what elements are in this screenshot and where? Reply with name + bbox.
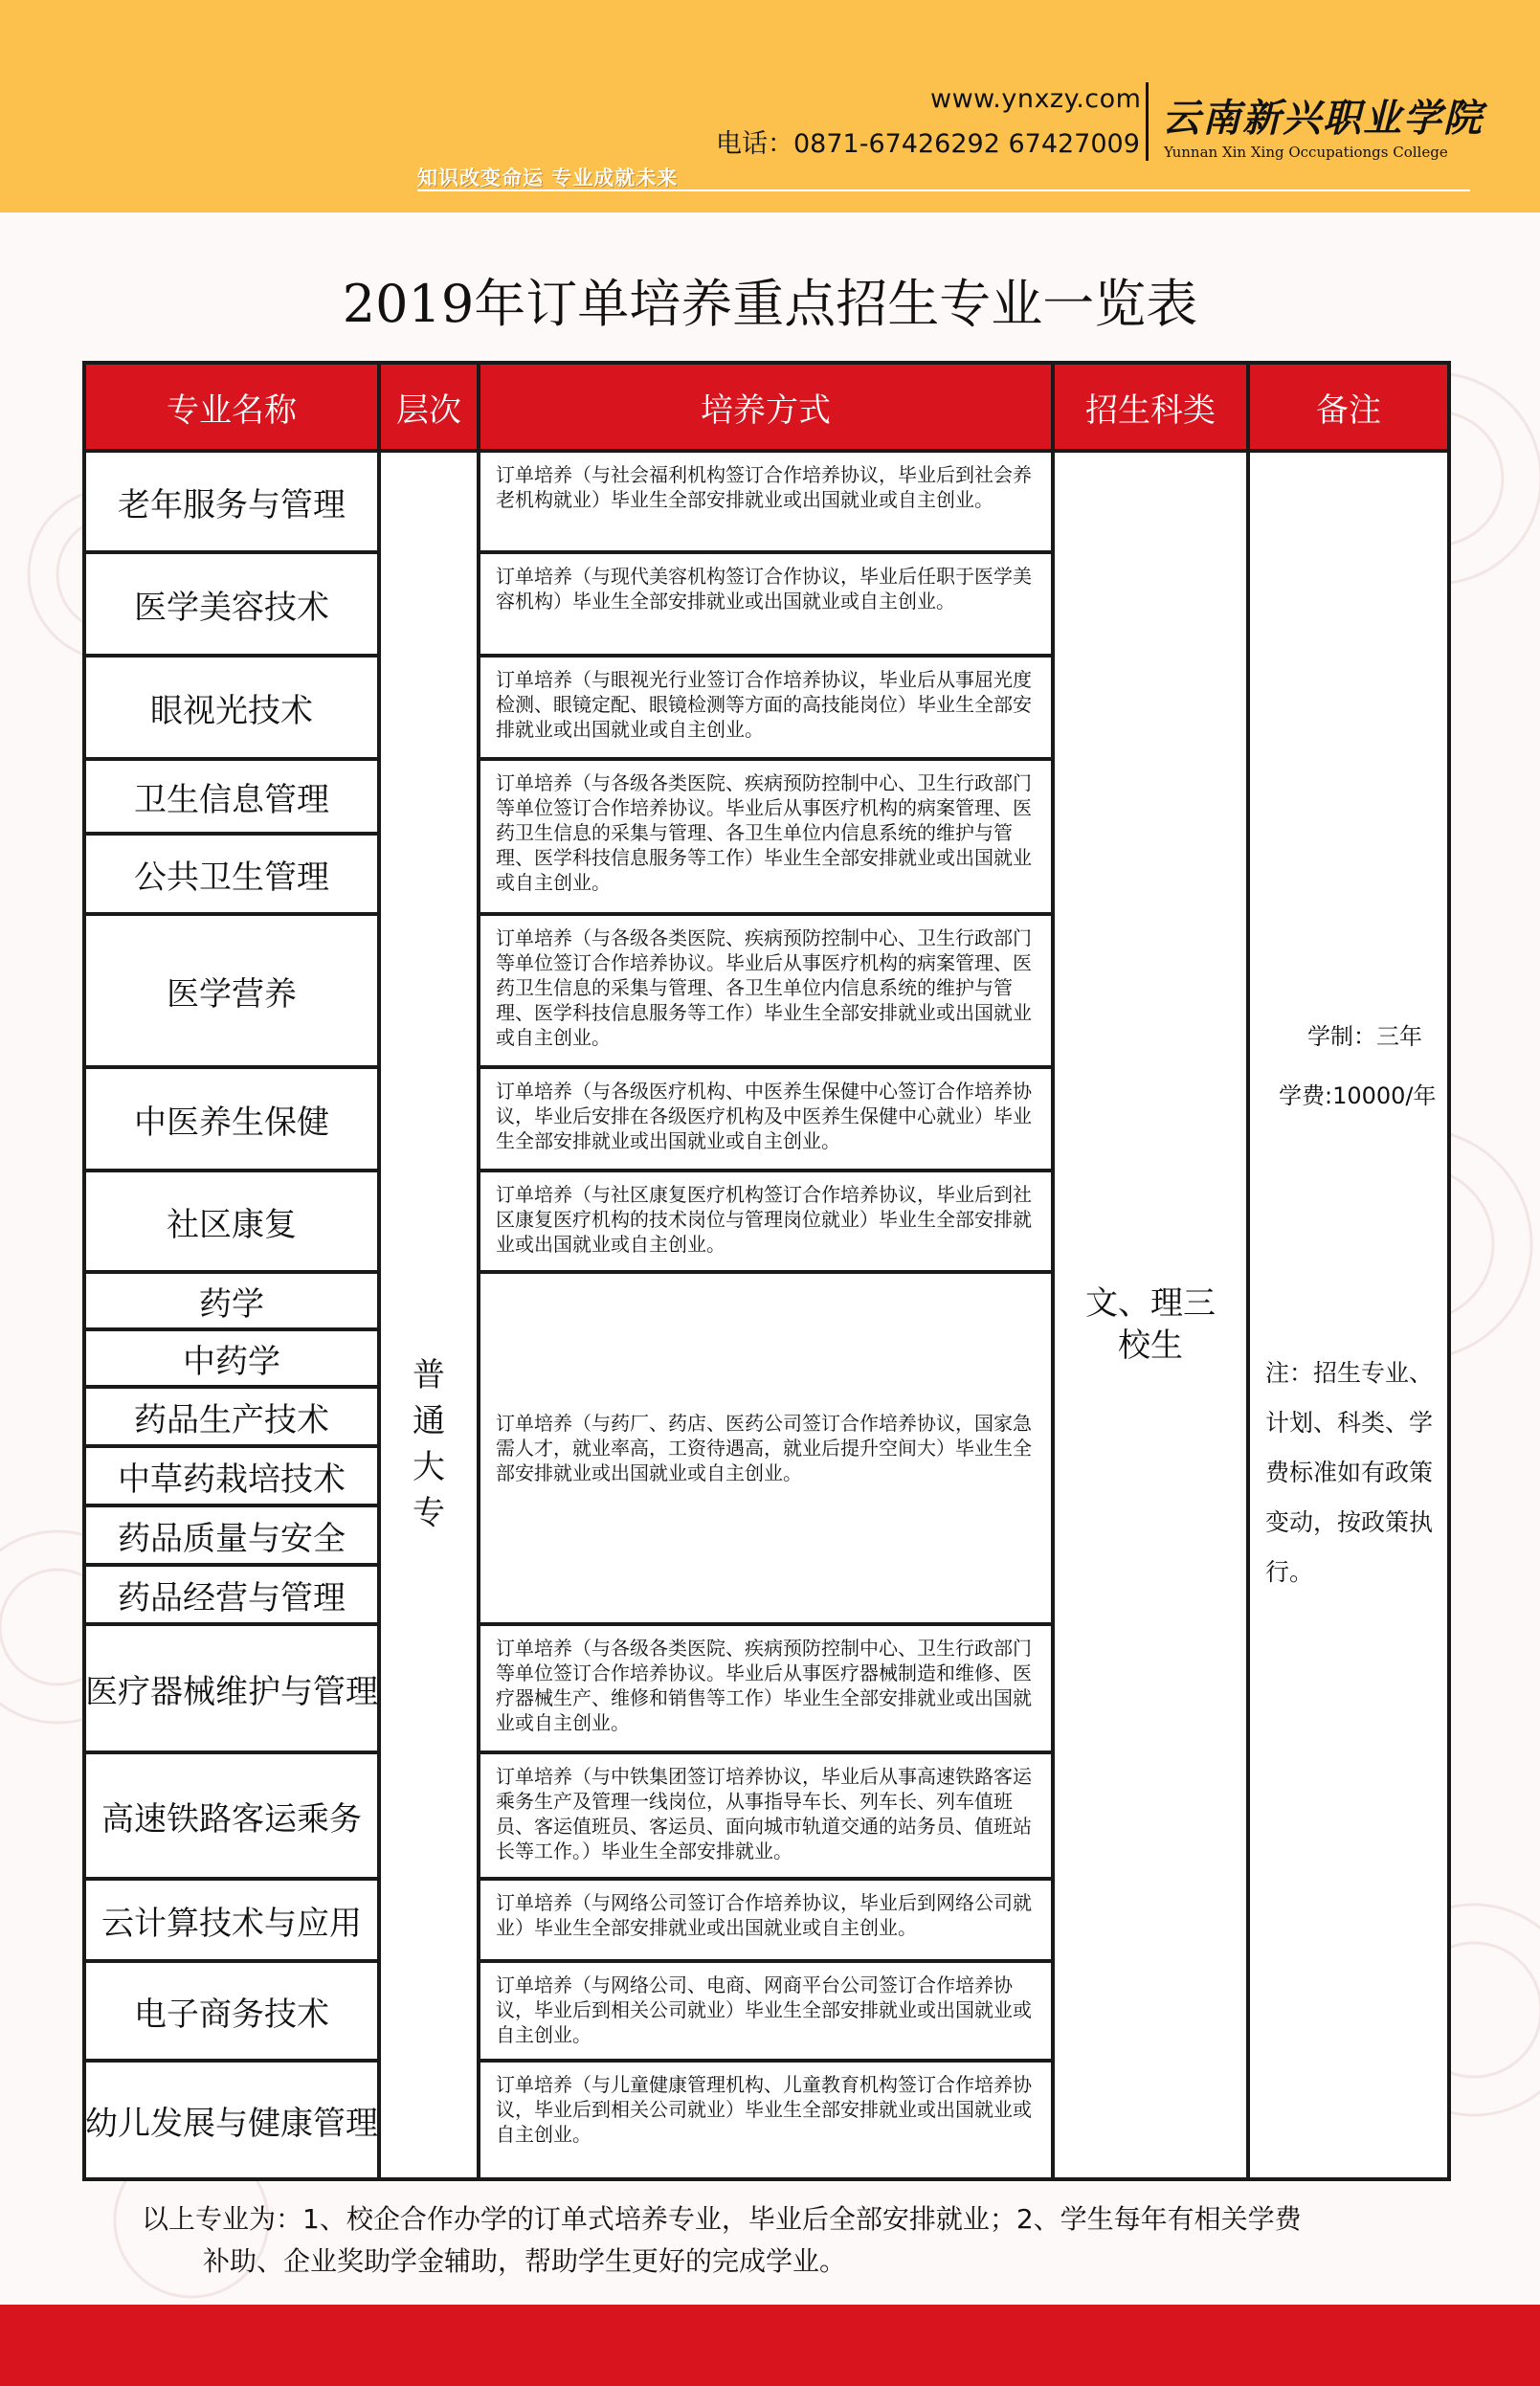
website-link[interactable]: www.ynxzy.com bbox=[930, 84, 1142, 114]
remarks-duration: 学制：三年 bbox=[1307, 1023, 1422, 1050]
major-name: 电子商务技术 bbox=[86, 1963, 377, 2059]
remarks-fee: 学费:10000/年 bbox=[1279, 1082, 1437, 1109]
level-cell bbox=[381, 453, 477, 2177]
major-name: 药品生产技术 bbox=[86, 1389, 377, 1444]
major-name: 中医养生保健 bbox=[86, 1069, 377, 1169]
training-method bbox=[480, 761, 1051, 912]
training-method: 订单培养（与网络公司、电商、网商平台公司签订合作培养协议，毕业后到相关公司就业）毕业生全部安排就业或出国就业或自主创业。 bbox=[480, 1963, 1051, 2059]
majors-table bbox=[82, 361, 1451, 2181]
major-name: 社区康复 bbox=[86, 1172, 377, 1270]
header-level: 层次 bbox=[381, 365, 477, 449]
training-method: 订单培养（与儿童健康管理机构、儿童教育机构签订合作培养协议，毕业后到相关公司就业）毕业生全部安排就业或出国就业或自主创业。 bbox=[480, 2063, 1051, 2177]
major-name: 医学美容技术 bbox=[86, 554, 377, 654]
training-method: 订单培养（与现代美容机构签订合作协议，毕业后任职于医学美容机构）毕业生全部安排就业或出国就业或自主创业。 bbox=[480, 554, 1051, 654]
major-name: 眼视光技术 bbox=[86, 658, 377, 757]
training-method: 订单培养（与社会福利机构签订合作培养协议，毕业后到社会养老机构就业）毕业生全部安排就业或出国就业或自主创业。 bbox=[480, 453, 1051, 550]
footer-note-line2: 补助、企业奖助学金辅助，帮助学生更好的完成学业。 bbox=[203, 2245, 847, 2277]
header-method: 培养方式 bbox=[480, 365, 1051, 449]
major-name: 中草药栽培技术 bbox=[86, 1448, 377, 1504]
major-name: 药品质量与安全 bbox=[86, 1507, 377, 1563]
major-name: 公共卫生管理 bbox=[86, 836, 377, 912]
major-name: 高速铁路客运乘务 bbox=[86, 1754, 377, 1877]
major-name: 中药学 bbox=[86, 1331, 377, 1385]
training-method: 订单培养（与各级各类医院、疾病预防控制中心、卫生行政部门等单位签订合作培养协议。毕业后从事医疗机构的病案管理、医药卫生信息的采集与管理、各卫生单位内信息系统的维护与管理、医学科技信息服务等工作）毕业生全部安排就业或出国就业或自主创业。 bbox=[480, 916, 1051, 1065]
slogan: 知识改变命运 专业成就未来 bbox=[417, 167, 679, 190]
college-logo-en: Yunnan Xin Xing Occupationgs College bbox=[1164, 144, 1448, 161]
category-cell bbox=[1055, 453, 1246, 2177]
training-method-text: 订单培养（与各级各类医院、疾病预防控制中心、卫生行政部门等单位签订合作培养协议。毕业后从事医疗机构的病案管理、医药卫生信息的采集与管理、各卫生单位内信息系统的维护与管理、医学科技信息服务等工作）毕业生全部安排就业或出国就业或自主创业。 bbox=[496, 771, 1032, 894]
major-name: 药品经营与管理 bbox=[86, 1567, 377, 1622]
training-method: 订单培养（与社区康复医疗机构签订合作培养协议，毕业后到社区康复医疗机构的技术岗位与管理岗位就业）毕业生全部安排就业或出国就业或自主创业。 bbox=[480, 1172, 1051, 1270]
training-method: 订单培养（与眼视光行业签订合作培养协议，毕业后从事屈光度检测、眼镜定配、眼镜检测等方面的高技能岗位）毕业生全部安排就业或出国就业或自主创业。 bbox=[480, 658, 1051, 757]
training-method: 订单培养（与网络公司签订合作培养协议，毕业后到网络公司就业）毕业生全部安排就业或出国就业或自主创业。 bbox=[480, 1881, 1051, 1959]
header-major-name: 专业名称 bbox=[86, 365, 377, 449]
level-text: 普通大专 bbox=[413, 1356, 445, 1532]
training-method bbox=[480, 1274, 1051, 1622]
major-name: 药学 bbox=[86, 1274, 377, 1327]
category-text: 文、理三校生 bbox=[1085, 1284, 1216, 1365]
footer-note bbox=[142, 2198, 1405, 2283]
major-name: 云计算技术与应用 bbox=[86, 1881, 377, 1959]
major-name: 卫生信息管理 bbox=[86, 761, 377, 832]
major-name: 医疗器械维护与管理 bbox=[86, 1626, 377, 1750]
footer-note-line1: 以上专业为：1、校企合作办学的订单式培养专业，毕业后全部安排就业；2、学生每年有相关学费 bbox=[142, 2203, 1302, 2235]
remarks-cell bbox=[1250, 453, 1447, 2177]
training-method: 订单培养（与各级医疗机构、中医养生保健中心签订合作培养协议，毕业后安排在各级医疗机构及中医养生保健中心就业）毕业生全部安排就业或出国就业或自主创业。 bbox=[480, 1069, 1051, 1169]
training-method-text: 订单培养（与药厂、药店、医药公司签订合作培养协议，国家急需人才，就业率高，工资待遇高，就业后提升空间大）毕业生全部安排就业或出国就业或自主创业。 bbox=[496, 1412, 1032, 1484]
footer-band bbox=[0, 2305, 1540, 2386]
major-name: 老年服务与管理 bbox=[86, 453, 377, 550]
header-category: 招生科类 bbox=[1055, 365, 1246, 449]
training-method: 订单培养（与中铁集团签订培养协议，毕业后从事高速铁路客运乘务生产及管理一线岗位，从事指导车长、列车长、列车值班员、客运值班员、客运员、面向城市轨道交通的站务员、值班站长等工作。）毕业生全部安排就业。 bbox=[480, 1754, 1051, 1877]
header-remarks: 备注 bbox=[1250, 365, 1447, 449]
phone-number: 电话：0871-67426292 67427009 bbox=[716, 129, 1140, 159]
page-title: 2019年订单培养重点招生专业一览表 bbox=[342, 274, 1198, 334]
slogan-underline bbox=[417, 190, 1470, 191]
header-band bbox=[0, 0, 1540, 212]
remarks-note: 注：招生专业、计划、科类、学费标准如有政策变动，按政策执行。 bbox=[1265, 1359, 1434, 1586]
college-logo-cn: 云南新兴职业学院 bbox=[1162, 96, 1484, 141]
training-method: 订单培养（与各级各类医院、疾病预防控制中心、卫生行政部门等单位签订合作培养协议。毕业后从事医疗器械制造和维修、医疗器械生产、维修和销售等工作）毕业生全部安排就业或出国就业或自主创业。 bbox=[480, 1626, 1051, 1750]
major-name: 医学营养 bbox=[86, 916, 377, 1065]
header-divider bbox=[1146, 82, 1149, 161]
major-name: 幼儿发展与健康管理 bbox=[86, 2063, 377, 2177]
